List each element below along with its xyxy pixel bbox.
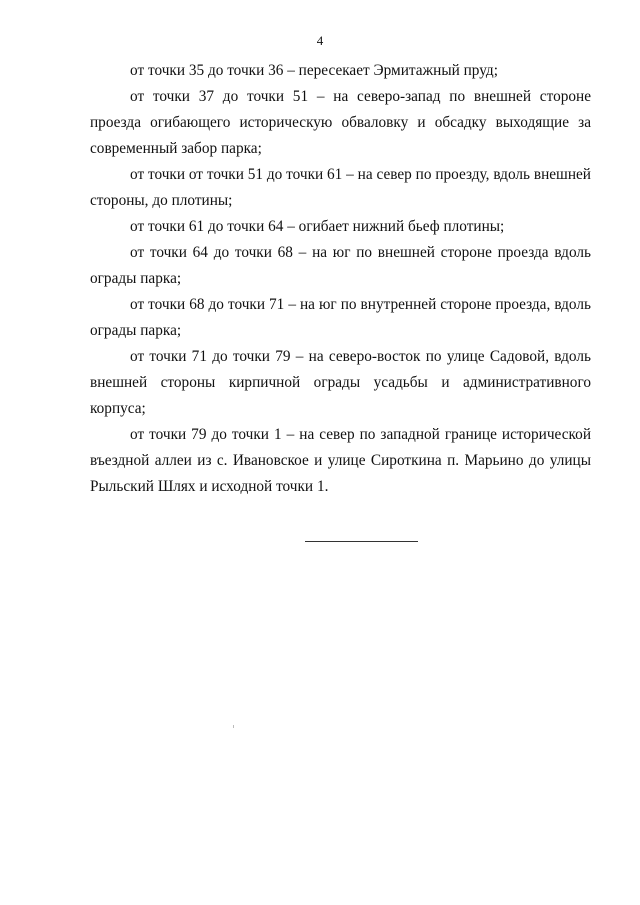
page-number: 4 bbox=[316, 33, 324, 48]
paragraph-8: от точки 79 до точки 1 – на север по западной границе исторической въездной аллеи из с. Ивановское и улице Сироткина п. Марьино до улицы Рыльский Шлях и исходной точки 1. bbox=[90, 426, 591, 495]
paragraph-5: от точки 64 до точки 68 – на юг по внешней стороне проезда вдоль ограды парка; bbox=[90, 244, 591, 287]
paragraph-3: от точки от точки 51 до точки 61 – на север по проезду, вдоль внешней стороны, до плотины; bbox=[90, 166, 591, 209]
end-separator-line bbox=[305, 541, 418, 542]
document-body bbox=[90, 58, 591, 500]
paragraph-4: от точки 61 до точки 64 – огибает нижний бьеф плотины; bbox=[130, 218, 505, 235]
paragraph-6: от точки 68 до точки 71 – на юг по внутренней стороне проезда, вдоль ограды парка; bbox=[90, 296, 591, 339]
paragraph-2: от точки 37 до точки 51 – на северо-запад по внешней стороне проезда огибающего историческую обваловку и обсадку выходящие за современный забор парка; bbox=[90, 88, 591, 157]
paragraph-1: от точки 35 до точки 36 – пересекает Эрмитажный пруд; bbox=[130, 62, 498, 79]
scan-speck bbox=[233, 725, 234, 728]
paragraph-7: от точки 71 до точки 79 – на северо-восток по улице Садовой, вдоль внешней стороны кирпичной ограды усадьбы и административного корпуса; bbox=[90, 348, 591, 417]
